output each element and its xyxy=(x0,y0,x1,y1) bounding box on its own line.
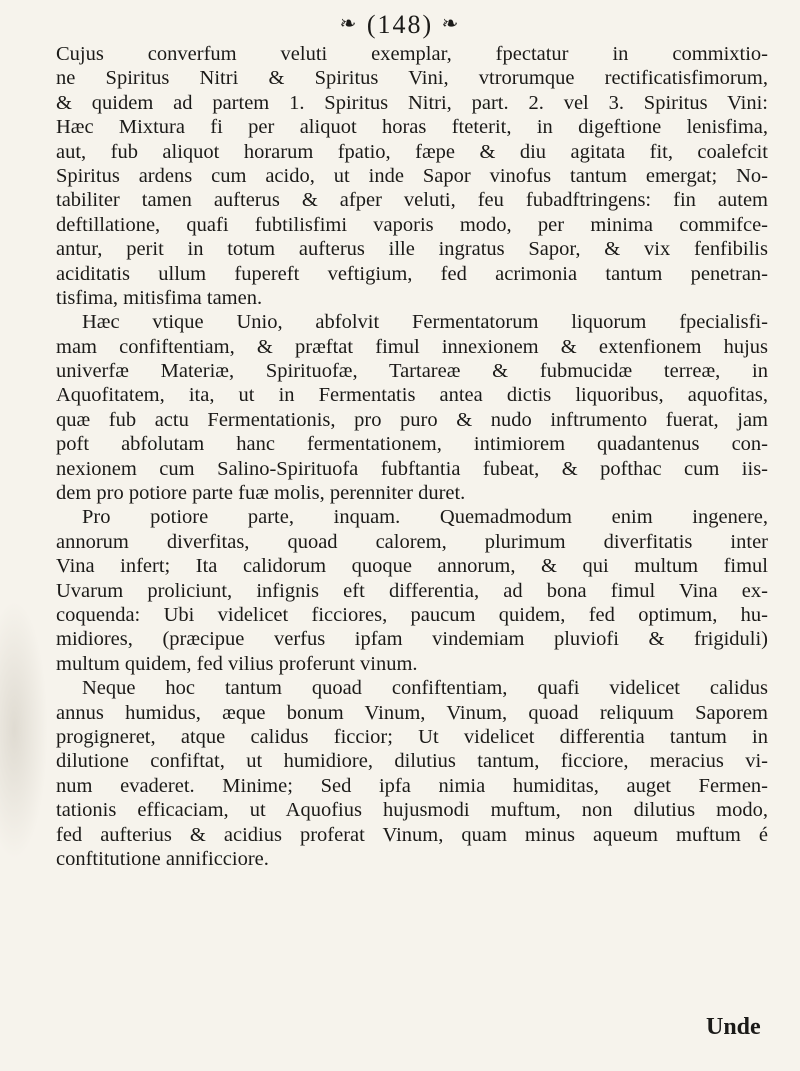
paper-stain xyxy=(0,600,48,860)
text-line: aut, fub aliquot horarum fpatio, fæpe & diu agitata fit, coalefcit xyxy=(56,140,768,163)
text-line: Uvarum proliciunt, infignis eft differentia, ad bona fimul Vina ex- xyxy=(56,579,768,602)
text-line: & quidem ad partem 1. Spiritus Nitri, part. 2. vel 3. Spiritus Vini: xyxy=(56,91,768,114)
text-line: num evaderet. Minime; Sed ipfa nimia humiditas, auget Fermen- xyxy=(56,774,768,797)
text-line: coquenda: Ubi videlicet ficciores, paucum quidem, fed optimum, hu- xyxy=(56,603,768,626)
text-line: ne Spiritus Nitri & Spiritus Vini, vtrorumque rectificatisfimorum, xyxy=(56,67,768,90)
text-line: multum quidem, fed vilius proferunt vinum. xyxy=(56,652,418,675)
text-line: univerfæ Materiæ, Spirituofæ, Tartareæ & fubmucidæ terreæ, in xyxy=(56,360,768,383)
text-line: aciditatis ullum fupereft veftigium, fed acrimonia tantum penetran- xyxy=(56,262,768,285)
text-line: Spiritus ardens cum acido, ut inde Sapor vinofus tantum emergat; No- xyxy=(56,164,768,187)
text-line: dem pro potiore parte fuæ molis, perenniter duret. xyxy=(56,482,466,505)
text-line: Hæc Mixtura fi per aliquot horas fteterit, in digeftione lenisfima, xyxy=(56,116,768,139)
left-ornament: ❧ xyxy=(339,13,359,35)
text-line: midiores, (præcipue verfus ipfam vindemiam pluviofi & frigiduli) xyxy=(56,628,768,651)
text-line: quæ fub actu Fermentationis, pro puro & nudo inftrumento fuerat, jam xyxy=(56,408,768,431)
text-line: annus humidus, æque bonum Vinum, Vinum, quoad reliquum Saporem xyxy=(56,701,768,724)
text-line: fed aufterius & acidius proferat Vinum, quam minus aqueum muftum é xyxy=(56,823,768,846)
text-line: nexionem cum Salino-Spirituofa fubftantia fubeat, & pofthac cum iis- xyxy=(56,457,768,480)
text-line: Pro potiore parte, inquam. Quemadmodum enim ingenere, xyxy=(82,506,768,529)
text-line: annorum diverfitas, quoad calorem, plurimum diverfitatis inter xyxy=(56,530,768,553)
catchword: Unde xyxy=(706,1014,761,1040)
text-line: dilutione confiftat, ut humidiore, dilutius tantum, ficciore, meracius vi- xyxy=(56,750,768,773)
text-line: tabiliter tamen aufterus & afper veluti, feu fubadftringens: fin autem xyxy=(56,189,768,212)
text-body xyxy=(56,42,768,871)
text-line: tisfima, mitisfima tamen. xyxy=(56,286,263,309)
text-line: conftitutione annificciore. xyxy=(56,847,269,870)
text-line: Cujus converfum veluti exemplar, fpectatur in commixtio- xyxy=(56,43,768,65)
text-line: tationis efficaciam, ut Aquofius hujusmodi muftum, non dilutius modo, xyxy=(56,799,768,822)
page-number: (148) xyxy=(366,10,434,39)
text-line: Aquofitatem, ita, ut in Fermentatis antea dictis liquoribus, aquofitas, xyxy=(56,384,768,407)
text-line: Vina infert; Ita calidorum quoque annorum, & qui multum fimul xyxy=(56,555,768,578)
text-line: poft abfolutam hanc fermentationem, intimiorem quadantenus con- xyxy=(56,433,768,456)
text-line: deftillatione, quafi fubtilisfimi vaporis modo, per minima commifce- xyxy=(56,213,768,236)
text-line: progigneret, atque calidus ficcior; Ut videlicet differentia tantum in xyxy=(56,725,768,748)
text-line: mam confiftentiam, & præftat fimul innexionem & extenfionem hujus xyxy=(56,335,768,358)
text-line: Neque hoc tantum quoad confiftentiam, quafi videlicet calidus xyxy=(82,677,768,700)
text-line: antur, perit in totum aufterus ille ingratus Sapor, & vix fenfibilis xyxy=(56,238,768,261)
right-ornament: ❧ xyxy=(441,13,461,35)
page-header xyxy=(0,10,800,40)
text-line: Hæc vtique Unio, abfolvit Fermentatorum liquorum fpecialisfi- xyxy=(82,311,768,334)
